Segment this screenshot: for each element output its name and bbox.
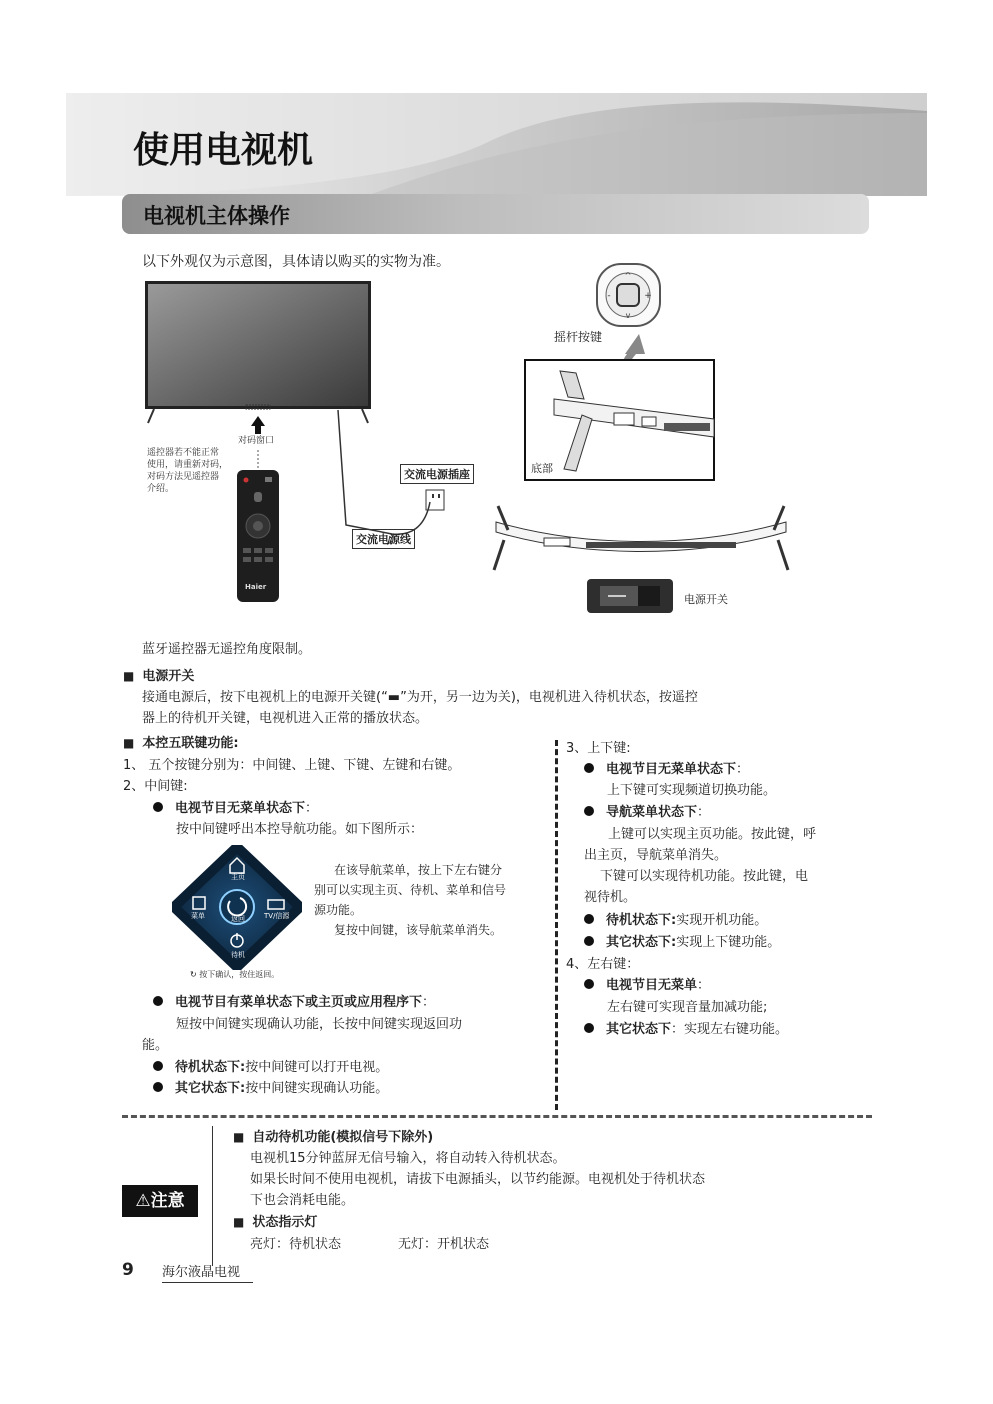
- nav-menu-label: 菜单: [191, 912, 205, 920]
- bottom-label: 底部: [531, 462, 553, 475]
- power-switch-label: 电源开关: [684, 593, 728, 606]
- updown-nav-heading: 导航菜单状态下：: [584, 802, 710, 823]
- note-divider: [122, 1115, 872, 1118]
- note-vertical-rule: [212, 1126, 213, 1266]
- updown-heading: 3、上下键:: [566, 741, 631, 756]
- joystick-illustration: [594, 262, 664, 328]
- five-keys-item1: 1、 五个按键分别为：中间键、上键、下键、左键和右键。: [123, 758, 461, 773]
- center-no-menu-heading: 电视节目无菜单状态下：: [153, 798, 318, 819]
- center-standby: 待机状态下:按中间键可以打开电视。: [153, 1057, 388, 1078]
- power-switch-text: 接通电源后，按下电视机上的电源开关键(“▬”为开，另一边为关)，电视机进入待机状态，按遥控 器上的待机开关键，电视机进入正常的播放状态。: [142, 690, 698, 726]
- leftright-heading: 4、左右键：: [566, 957, 640, 972]
- leftright-no-menu-heading: 电视节目无菜单：: [584, 975, 710, 996]
- nav-description: 在该导航菜单，按上下左右键分 别可以实现主页、待机、菜单和信号 源功能。 复按中间键，该导航菜单消失。: [314, 863, 507, 937]
- auto-standby-text: 电视机15分钟蓝屏无信号输入，将自动转入待机状态。 如果长时间不使用电视机，请拔下电源插头，以节约能源。电视机处于待机状态 下也会消耗电能。: [250, 1151, 706, 1208]
- return-icon: ↻: [190, 970, 200, 979]
- nav-standby-label: 待机: [231, 951, 245, 959]
- page-number: 9: [122, 1260, 134, 1280]
- intro-text: 以下外观仅为示意图，具体请以购买的实物为准。: [142, 254, 450, 270]
- warning-icon: ⚠: [135, 1191, 151, 1211]
- ac-cord-label: 交流电源线: [352, 529, 415, 549]
- leftright-other: 其它状态下：实现左右键功能。: [584, 1019, 788, 1040]
- updown-standby: 待机状态下:实现开机功能。: [584, 910, 767, 931]
- pairing-window-label: 对码窗口: [238, 436, 275, 446]
- updown-other: 其它状态下:实现上下键功能。: [584, 932, 780, 953]
- svg-text:^: ^: [624, 271, 632, 280]
- pairing-note: 遥控器若不能正常 使用，请重新对码， 对码方法见遥控器 介绍。: [147, 448, 229, 494]
- joystick-label: 摇杆按键: [554, 330, 603, 344]
- chapter-title: 使用电视机: [133, 130, 314, 171]
- svg-text:v: v: [625, 311, 631, 320]
- nav-hint: ↻ 按下确认，按住返回。: [190, 970, 280, 979]
- five-keys-item2: 2、中间键:: [123, 779, 188, 794]
- leftright-no-menu-text: 左右键可实现音量加减功能;: [607, 1000, 768, 1015]
- tv-front-illustration: [140, 277, 380, 427]
- svg-text:-: -: [607, 291, 611, 301]
- updown-no-menu-heading: 电视节目无菜单状态下：: [584, 759, 749, 780]
- nav-home-label: 主页: [231, 873, 245, 881]
- nav-back-label: 返回: [231, 915, 245, 923]
- section-title: 电视机主体操作: [143, 204, 290, 228]
- power-switch-illustration: [586, 578, 674, 614]
- column-divider: [555, 740, 558, 1110]
- center-other: 其它状态下:按中间键实现确认功能。: [153, 1078, 388, 1099]
- nav-tv-label: TV/信源: [264, 912, 290, 920]
- updown-nav-text: 上键可以实现主页功能。按此键，呼 出主页，导航菜单消失。 下键可以实现待机功能。按此键，电 视待机。: [584, 827, 817, 905]
- indicator-on: 亮灯：待机状态: [250, 1237, 342, 1252]
- center-has-menu-text: 短按中间键实现确认功能，长按中间键实现返回功 能。: [142, 1017, 463, 1053]
- power-switch-heading: ■ 电源开关: [123, 669, 195, 684]
- footer-brand: 海尔液晶电视: [162, 1261, 253, 1283]
- note-badge: ⚠注意: [122, 1185, 198, 1217]
- center-no-menu-text: 按中间键呼出本控导航功能。如下图所示：: [176, 822, 424, 837]
- indicator-off: 无灯：开机状态: [398, 1237, 490, 1252]
- five-keys-heading: ■ 本控五联键功能:: [123, 736, 239, 751]
- indicator-heading: ■ 状态指示灯: [233, 1215, 318, 1230]
- svg-text:+: +: [644, 291, 652, 301]
- tv-bottom-view-illustration: [486, 500, 796, 576]
- updown-no-menu-text: 上下键可实现频道切换功能。: [607, 783, 777, 798]
- ac-socket-label: 交流电源插座: [400, 464, 474, 484]
- auto-standby-heading: ■ 自动待机功能(模拟信号下除外): [233, 1130, 434, 1145]
- remote-brand-logo: Haier: [245, 583, 267, 591]
- bluetooth-note: 蓝牙遥控器无遥控角度限制。: [142, 642, 312, 657]
- center-has-menu-heading: 电视节目有菜单状态下或主页或应用程序下：: [153, 992, 435, 1013]
